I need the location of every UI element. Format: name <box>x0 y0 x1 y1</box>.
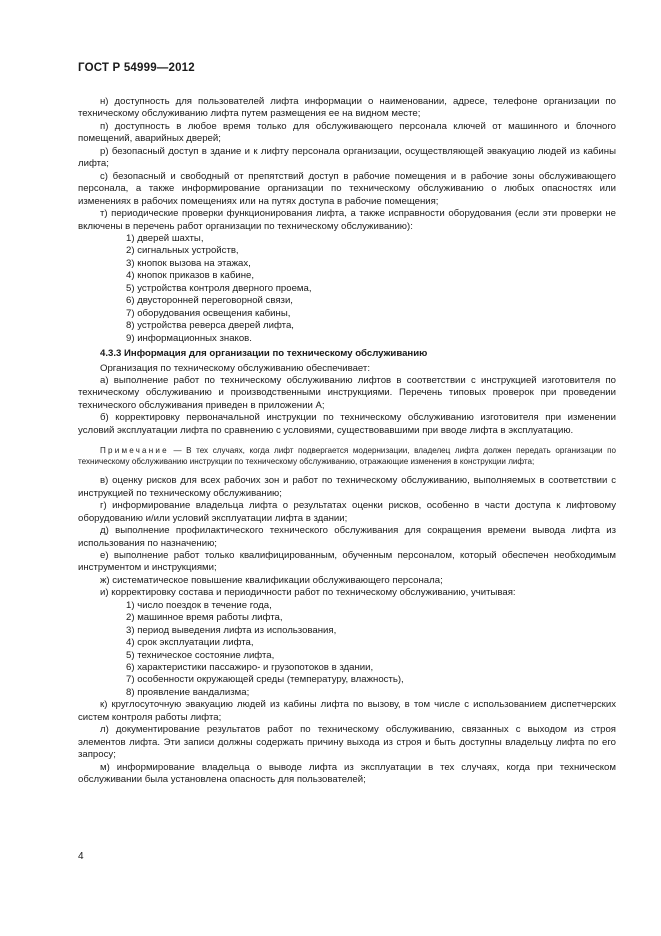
list-item: л) документирование результатов работ по техническому обслуживанию, связанных с выходом из строя элементов лифта. Эти записи должны содержать причину выхода из строя и быть доступны владельцу лифта по его запросу; <box>78 724 616 761</box>
sub-list-item: 2) машинное время работы лифта, <box>126 612 283 624</box>
sub-list-item: 7) особенности окружающей среды (температуру, влажность), <box>126 674 404 686</box>
section-heading: 4.3.3 Информация для организации по техническому обслуживанию <box>100 348 428 360</box>
sub-list-item: 3) период выведения лифта из использования, <box>126 624 337 636</box>
list-item: р) безопасный доступ в здание и к лифту персонала организации, осуществляющей эвакуацию людей из кабины лифта; <box>78 145 616 170</box>
sub-list-item: 7) оборудования освещения кабины, <box>126 307 291 319</box>
list-item: п) доступность в любое время только для обслуживающего персонала ключей от машинного и блочного помещений, аварийных дверей; <box>78 120 616 145</box>
list-item: е) выполнение работ только квалифицированным, обученным персоналом, который обеспечен необходимым инструментом и инструкциями; <box>78 549 616 574</box>
list-item: м) информирование владельца о выводе лифта из эксплуатации в тех случаях, когда при техническом обслуживании была установлена опасность для пользователей; <box>78 761 616 786</box>
sub-list-item: 4) срок эксплуатации лифта, <box>126 637 254 649</box>
list-item: б) корректировку первоначальной инструкции по техническому обслуживанию изготовителя при изменении условий эксплуатации лифта по сравнению с условиями, существовавшими при вводе лифта в эксплуатацию. <box>78 412 616 436</box>
list-item: н) доступность для пользователей лифта информации о наименовании, адресе, телефоне организации по техническому обслуживанию лифта путем размещения ее на видном месте; <box>78 96 616 120</box>
note-paragraph <box>78 445 616 467</box>
note-label: Примечание <box>100 446 169 456</box>
sub-list-item: 8) проявление вандализма; <box>126 686 250 698</box>
list-item: а) выполнение работ по техническому обслуживанию лифтов в соответствии с инструкцией изготовителя по техническому обслуживанию и производственными инструкциями. Перечень типовых проверок при проведении технического обслуживания приведен в приложении А; <box>78 374 616 411</box>
list-item: и) корректировку состава и периодичности работ по техническому обслуживанию, учитывая: <box>100 587 516 599</box>
sub-list-item: 1) дверей шахты, <box>126 232 204 244</box>
page-content <box>78 96 616 787</box>
list-item: к) круглосуточную эвакуацию людей из кабины лифта по вызову, в том числе с использованием диспетчерских систем контроля работы лифта; <box>78 699 616 723</box>
sub-list-item: 5) устройства контроля дверного проема, <box>126 282 312 294</box>
list-item: в) оценку рисков для всех рабочих зон и работ по техническому обслуживанию, выполняемых в соответствии с инструкцией по техническому обслуживанию; <box>78 475 616 499</box>
sub-list-item: 8) устройства реверса дверей лифта, <box>126 320 294 332</box>
list-item: г) информирование владельца лифта о результатах оценки рисков, особенно в части доступа к лифтовому оборудованию и/или условий эксплуатации лифта в здании; <box>78 500 616 524</box>
document-header: ГОСТ Р 54999—2012 <box>78 62 195 74</box>
section-intro: Организация по техническому обслуживанию обеспечивает: <box>100 362 370 374</box>
sub-list-item: 3) кнопок вызова на этажах, <box>126 257 251 269</box>
note-text: — В тех случаях, когда лифт подвергается модернизации, владелец лифта должен передать организации по техническому обслуживанию инструкции по техническому обслуживанию, отражающие изменения в конструкции лифта; <box>78 446 616 467</box>
sub-list-item: 6) двусторонней переговорной связи, <box>126 295 293 307</box>
sub-list-item: 2) сигнальных устройств, <box>126 245 239 257</box>
list-item: т) периодические проверки функционирования лифта, а также исправности оборудования (если эти проверки не включены в перечень работ организации по техническому обслуживанию): <box>78 208 616 232</box>
sub-list-item: 1) число поездок в течение года, <box>126 599 272 611</box>
sub-list-item: 6) характеристики пассажиро- и грузопотоков в здании, <box>126 662 374 674</box>
sub-list-item: 4) кнопок приказов в кабине, <box>126 270 254 282</box>
list-item: ж) систематическое повышение квалификации обслуживающего персонала; <box>100 574 443 586</box>
list-item: с) безопасный и свободный от препятствий доступ в рабочие помещения и в рабочие зоны обслуживающего персонала, а также информирование организации по техническому обслуживанию о любых опасностях или изменениях в рабочих помещениях или на путях доступа в рабочие помещения; <box>78 170 616 207</box>
page-number: 4 <box>78 851 84 862</box>
list-item: д) выполнение профилактического технического обслуживания для сокращения времени вывода лифта из использования по назначению; <box>78 525 616 549</box>
sub-list-item: 9) информационных знаков. <box>126 332 252 344</box>
sub-list-item: 5) техническое состояние лифта, <box>126 649 275 661</box>
